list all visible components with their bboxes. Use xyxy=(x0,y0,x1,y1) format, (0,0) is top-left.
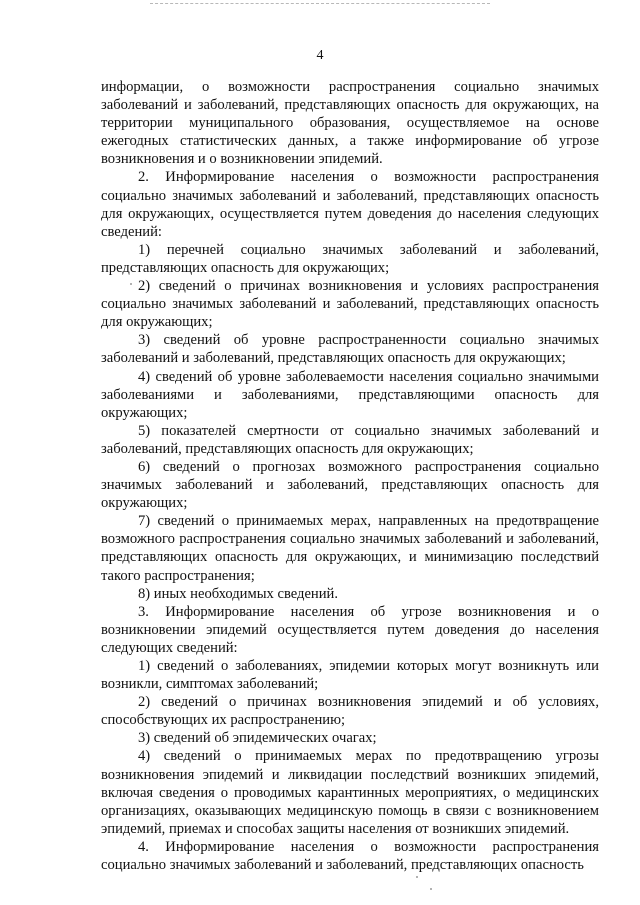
list-item: 3) сведений об эпидемических очагах; xyxy=(138,730,377,747)
page-number: 4 xyxy=(316,48,324,63)
paragraph: 2. Информирование населения о возможности распространения социально значимых заболеваний и заболеваний, представляющих опасность для окружающих, осуществляется путем доведения до населения следующих сведений: xyxy=(101,169,599,240)
paragraph: 3. Информирование населения об угрозе возникновения и о возникновении эпидемий осуществляется путем доведения до населения следующих сведений: xyxy=(101,603,599,656)
list-item: 2) сведений о причинах возникновения эпидемий и об условиях, способствующих их распространению; xyxy=(101,694,599,729)
list-item: 7) сведений о принимаемых мерах, направленных на предотвращение возможного распространения социально значимых заболеваний и заболеваний, представляющих опасность для окружающих, и минимизацию последствий такого распространения; xyxy=(101,513,599,584)
scan-speck xyxy=(430,888,432,890)
list-item: 6) сведений о прогнозах возможного распространения социально значимых заболеваний и заболеваний, представляющих опасность для окружающих; xyxy=(101,458,599,512)
list-item: 1) перечней социально значимых заболеваний и заболеваний, представляющих опасность для окружающих; xyxy=(101,241,599,276)
scan-speck xyxy=(130,283,132,285)
paragraph: 4. Информирование населения о возможности распространения социально значимых заболеваний и заболеваний, представляющих опасность xyxy=(101,838,599,874)
list-item: 3) сведений об уровне распространенности социально значимых заболеваний и заболеваний, представляющих опасность для окружающих; xyxy=(101,332,599,367)
list-item: 2) сведений о причинах возникновения и условиях распространения социально значимых заболеваний и заболеваний, представляющих опасность для окружающих; xyxy=(101,278,599,331)
list-item: 4) сведений об уровне заболеваемости населения социально значимыми заболеваниями и заболеваниями, представляющими опасность для окружающих; xyxy=(101,368,599,421)
scan-top-edge xyxy=(150,3,490,4)
scan-speck xyxy=(416,876,418,878)
list-item: 4) сведений о принимаемых мерах по предотвращению угрозы возникновения эпидемий и ликвидации последствий возникших эпидемий, включая сведения о проводимых карантинных мероприятиях, о медицинских организациях, оказывающих медицинскую помощь в связи с возникновением эпидемий, приемах и способах защиты населения от возникших эпидемий. xyxy=(101,748,599,837)
list-item: 1) сведений о заболеваниях, эпидемии которых могут возникнуть или возникли, симптомах заболеваний; xyxy=(101,658,599,693)
document-body xyxy=(101,78,599,874)
list-item: 5) показателей смертности от социально значимых заболеваний и заболеваний, представляющих опасность для окружающих; xyxy=(101,422,599,457)
list-item: 8) иных необходимых сведений. xyxy=(138,585,339,602)
paragraph: информации, о возможности распространения социально значимых заболеваний и заболеваний, представляющих опасность для окружающих, на территории муниципального образования, осуществляемое на основе ежегодных статистических данных, а также информирование об угрозе возникновения и о возникновении эпидемий. xyxy=(101,79,599,168)
